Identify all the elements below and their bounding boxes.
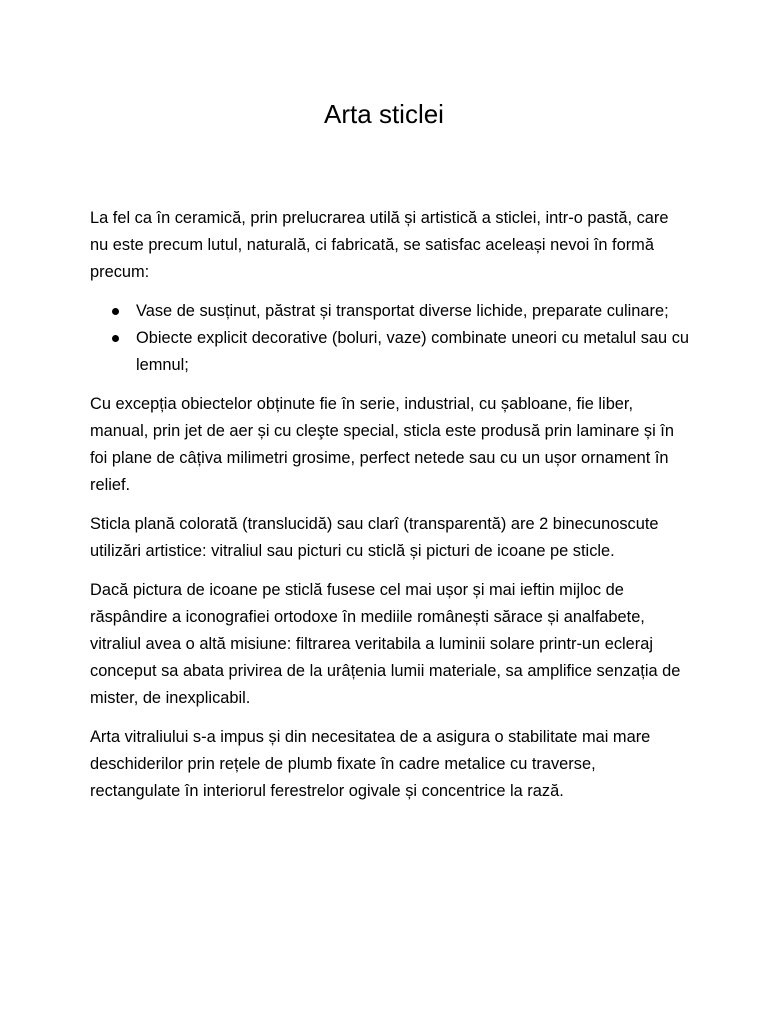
page-title: Arta sticlei — [324, 99, 444, 129]
paragraph: Dacă pictura de icoane pe sticlă fusese cel mai ușor și mai ieftin mijloc de răspândire a iconografiei ortodoxe în mediile românești sărace și analfabete, vitraliul avea o altă misiune: filtrarea veritabila a luminii solare printr-un ecleraj conceput sa abata privirea de la urâțenia lumii materiale, sa amplifice senzația de mister, de inexplicabil. — [90, 581, 681, 707]
bullet-text: Obiecte explicit decorative (boluri, vaze) combinate uneori cu metalul sau cu lemnul; — [136, 329, 689, 374]
bullet-text: Vase de susținut, păstrat și transportat diverse lichide, preparate culinare; — [136, 302, 669, 320]
list-item — [90, 325, 690, 379]
list-item — [90, 298, 690, 325]
intro-paragraph: La fel ca în ceramică, prin prelucrarea utilă și artistică a sticlei, intr-o pastă, care nu este precum lutul, naturală, ci fabricată, se satisfac aceleași nevoi în formă precum: — [90, 209, 669, 281]
document-body — [90, 205, 690, 817]
paragraph: Cu excepția obiectelor obținute fie în serie, industrial, cu șabloane, fie liber, manual, prin jet de aer și cu cleşte special, sticla este produsă prin laminare și în foi plane de câțiva milimetri grosime, perfect netede sau cu un ușor ornament în relief. — [90, 395, 674, 494]
paragraph: Arta vitraliului s-a impus și din necesitatea de a asigura o stabilitate mai mare deschiderilor prin rețele de plumb fixate în cadre metalice cu traverse, rectangulate în interiorul ferestrelor ogivale și concentrice la rază. — [90, 728, 651, 800]
bullet-list — [90, 298, 690, 379]
bullet-icon — [112, 308, 119, 315]
bullet-icon — [112, 335, 119, 342]
paragraph: Sticla plană colorată (translucidă) sau clarî (transparentă) are 2 binecunoscute utilizări artistice: vitraliul sau picturi cu sticlă și picturi de icoane pe sticle. — [90, 515, 659, 560]
